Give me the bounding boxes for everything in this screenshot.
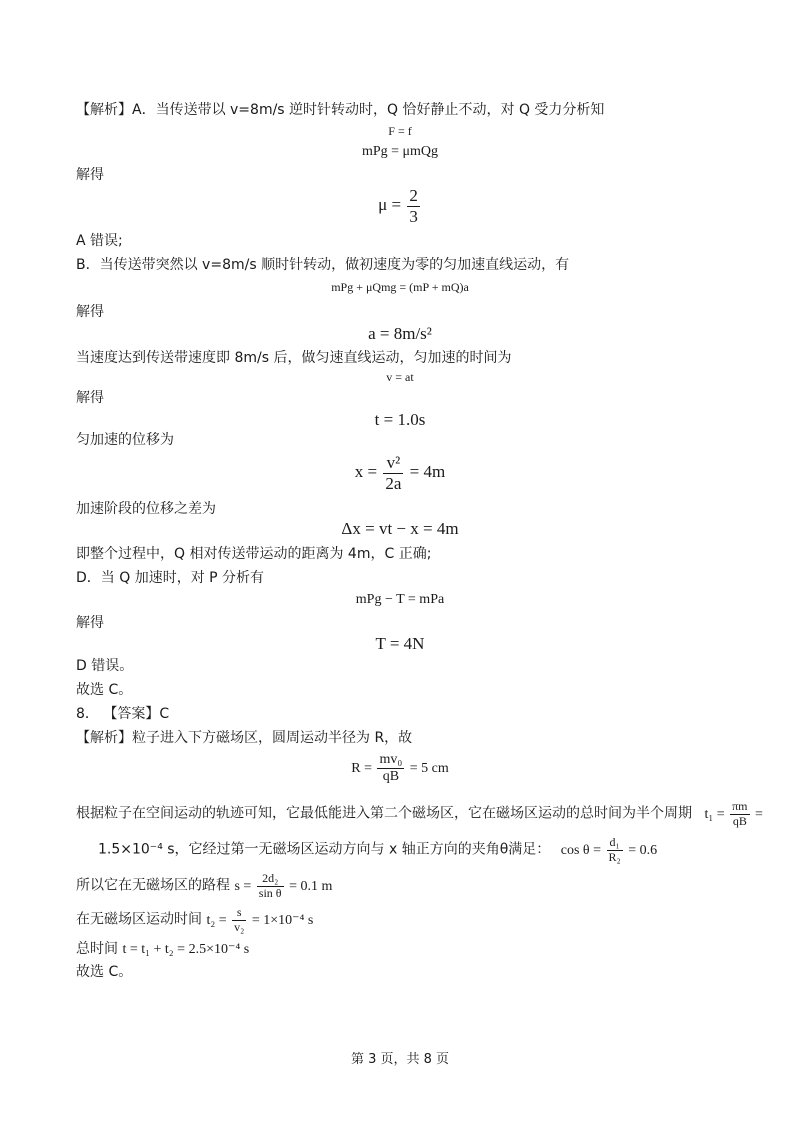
text-segment: 1.5×10⁻⁴ s，它经过第一无磁场区运动方向与 x 轴正方向的夹角θ满足： (98, 841, 551, 858)
fraction-denominator: v₂ (234, 919, 245, 934)
equation-rhs: = (755, 806, 763, 822)
fraction-denominator: qB (382, 769, 400, 785)
text-line (76, 872, 332, 901)
equation (0, 453, 800, 493)
equation-lhs: x = (354, 461, 378, 481)
equation: Δx = vt − x = 4m (341, 519, 459, 538)
fraction (257, 872, 284, 901)
text-line (76, 800, 763, 829)
equation: mPg − T = mPa (355, 592, 445, 607)
inline-equation (206, 905, 314, 934)
equation-lhs: R = (351, 760, 372, 776)
text-line (76, 940, 249, 959)
text-segment: 所以它在无磁场区的路程 (76, 877, 230, 894)
equation: T = 4N (375, 634, 425, 653)
fraction-denominator: 2a (385, 473, 402, 493)
text-line: 解得 (76, 304, 104, 320)
equation-lhs: s = (234, 878, 252, 894)
fraction (383, 453, 403, 493)
fraction-denominator: 3 (409, 206, 418, 226)
text-line: 【解析】A．当传送带以 v=8m/s 逆时针转动时，Q 恰好静止不动，对 Q 受力分析知 (76, 102, 605, 118)
text-line: 当速度达到传送带速度即 8m/s 后，做匀速直线运动，匀加速的时间为 (76, 350, 512, 366)
fraction-numerator: mv₀ (377, 752, 404, 769)
equation-rhs: = 4m (409, 461, 446, 481)
text-line: 解得 (76, 615, 104, 631)
text-line: B．当传送带突然以 v=8m/s 顺时针转动，做初速度为零的匀加速直线运动，有 (76, 257, 570, 273)
equation (0, 752, 800, 785)
fraction (730, 800, 749, 829)
text-line: 8． 【答案】C (76, 706, 170, 722)
equation: t = 1.0s (374, 410, 426, 429)
fraction-denominator: sin θ (258, 885, 282, 900)
text-segment: 在无磁场区运动时间 (76, 911, 202, 928)
equation: v = at (386, 370, 414, 384)
text-line: 【解析】粒子进入下方磁场区，圆周运动半径为 R，故 (76, 730, 413, 746)
equation-rhs: = 5 cm (409, 760, 449, 776)
fraction (407, 186, 420, 226)
fraction (607, 836, 623, 865)
text-line: 故选 C。 (76, 682, 133, 698)
fraction-numerator: 2 (409, 186, 418, 205)
text-line (76, 906, 313, 935)
equation-lhs: cos θ = (560, 842, 602, 858)
text-line: 故选 C。 (76, 964, 133, 980)
text-line (98, 836, 657, 865)
equation-lhs: t₁ = (704, 806, 725, 822)
equation-rhs: = 0.6 (628, 842, 658, 858)
inline-equation (234, 871, 333, 900)
text-line: 即整个过程中，Q 相对传送带运动的距离为 4m，C 正确; (76, 546, 432, 562)
equation: F = f (388, 124, 412, 138)
text-segment: 总时间 (76, 941, 118, 957)
equation: mPg + μQmg = (mP + mQ)a (331, 280, 469, 294)
text-line: 解得 (76, 390, 104, 406)
text-line: A 错误; (76, 233, 123, 249)
fraction-numerator: d₁ (607, 836, 623, 851)
text-line: D．当 Q 加速时，对 P 分析有 (76, 570, 265, 586)
fraction (232, 906, 246, 935)
text-segment: 根据粒子在空间运动的轨迹可知，它最低能进入第二个磁场区，它在磁场区运动的总时间为半个周期 (76, 805, 692, 822)
equation: a = 8m/s² (368, 324, 432, 343)
fraction-numerator: πm (732, 799, 748, 813)
text-line: D 错误。 (76, 658, 134, 674)
text-line: 加速阶段的位移之差为 (76, 501, 216, 517)
equation-lhs: t₂ = (206, 912, 227, 928)
equation (0, 186, 800, 226)
fraction-numerator: 2d₂ (257, 872, 284, 887)
text-line: 解得 (76, 167, 104, 183)
inline-equation (560, 835, 658, 864)
text-line: 匀加速的位移为 (76, 432, 174, 448)
equation-rhs: = 1×10⁻⁴ s (251, 912, 314, 928)
fraction-numerator: s (232, 906, 246, 921)
equation: mPg = μmQg (361, 144, 439, 159)
equation-lhs: μ = (378, 194, 402, 214)
fraction-denominator: R₂ (608, 849, 621, 864)
fraction-numerator: v² (383, 453, 403, 474)
fraction-denominator: qB (732, 813, 747, 828)
page-footer: 第 3 页，共 8 页 (350, 1052, 450, 1067)
fraction (377, 752, 404, 785)
equation-rhs: = 0.1 m (289, 878, 333, 894)
inline-equation: t = t₁ + t₂ = 2.5×10⁻⁴ s (122, 942, 250, 957)
